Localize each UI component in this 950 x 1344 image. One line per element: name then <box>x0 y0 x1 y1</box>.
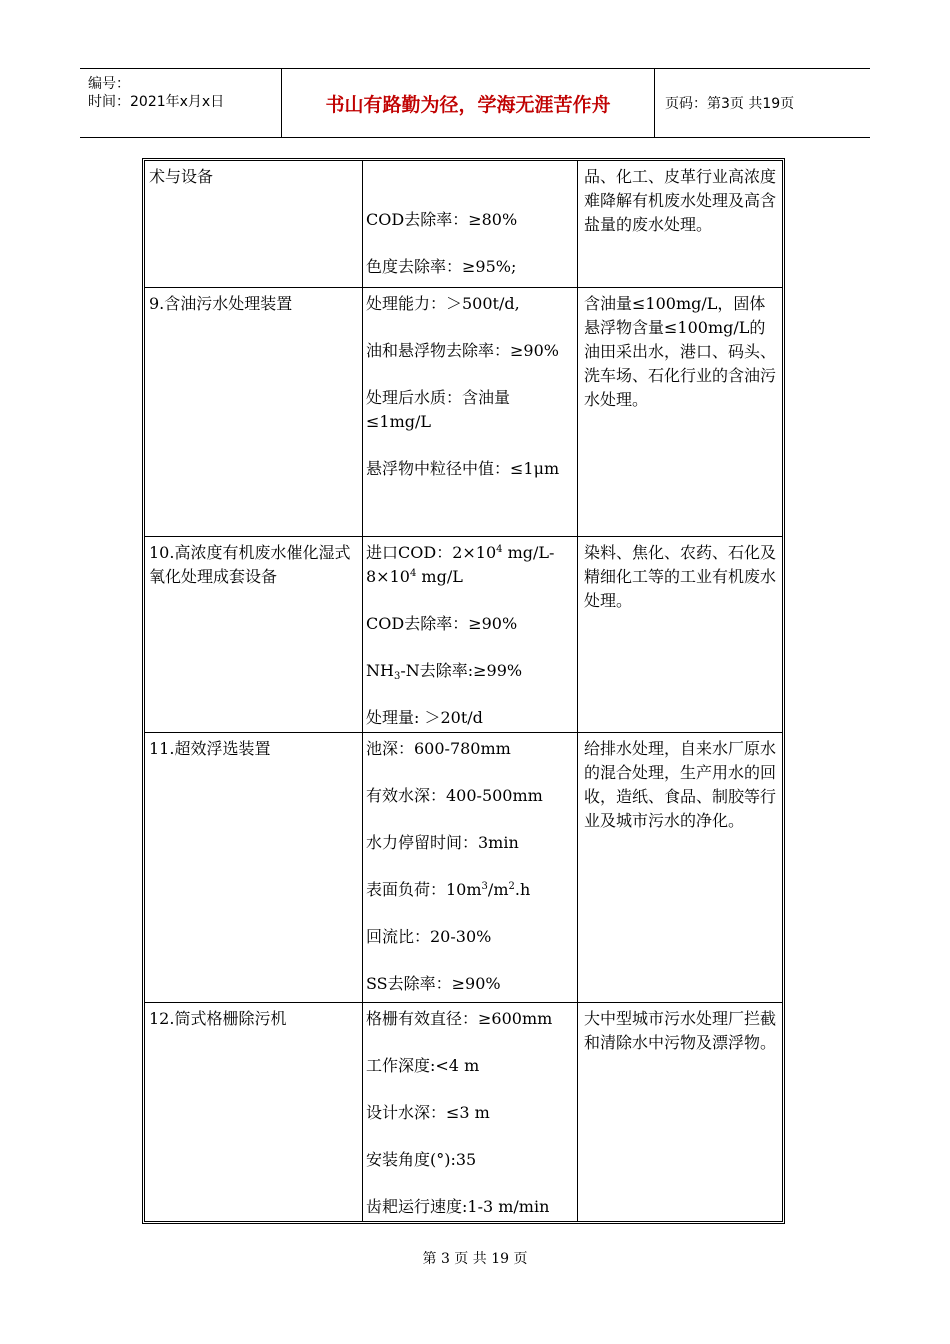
equipment-name: 9.含油污水处理装置 <box>145 288 363 536</box>
equipment-specs <box>364 1003 578 1221</box>
spec-line: 格栅有效直径：≥600mm <box>366 1009 553 1028</box>
header-motto: 书山有路勤为径，学海无涯苦作舟 <box>282 69 655 137</box>
spec-line: 处理能力：＞500t/d, <box>366 294 520 313</box>
spec-line: 有效水深：400-500mm <box>366 786 543 805</box>
number-label: 编号： <box>88 76 130 92</box>
spec-line: 水力停留时间：3min <box>366 833 519 852</box>
spec-line: 进口COD：$2\times 10^4$ $mg/L-8\times 10^4$ mg/L <box>366 543 555 586</box>
spec-line: 池深：600-780mm <box>366 739 511 758</box>
spec-line: 设计水深：≤3 m <box>366 1103 490 1122</box>
spec-line: $NH_3-N$去除率:≥99% <box>366 661 523 682</box>
equipment-application: 品、化工、皮革行业高浓度难降解有机废水处理及高含盐量的废水处理。 <box>584 167 777 234</box>
spec-line: 处理量: ＞20t/d <box>366 708 483 727</box>
spec-line: 处理后水质：含油量≤1mg/L <box>366 388 511 431</box>
table-row <box>145 733 782 1003</box>
table-row <box>145 1003 782 1221</box>
spec-line: COD去除率：≥80% <box>366 210 518 229</box>
spec-line: 色度去除率：≥95%; <box>366 257 517 276</box>
time-label: 时间：2021年x月x日 <box>88 94 225 110</box>
spec-line: 安装角度(°):35 <box>366 1150 477 1169</box>
equipment-specs <box>364 733 578 1002</box>
spec-line: 表面负荷：$10m^3/m^2.h$ <box>366 880 531 899</box>
equipment-name: 11.超效浮选装置 <box>145 733 363 1002</box>
table-row <box>145 288 782 537</box>
spec-line: 悬浮物中粒径中值：≤1μm <box>366 459 560 478</box>
spec-line: 回流比：20-30% <box>366 927 492 946</box>
equipment-name: 12.筒式格栅除污机 <box>145 1003 363 1221</box>
equipment-specs <box>364 288 578 536</box>
page-footer: 第 3 页 共 19 页 <box>422 1251 528 1267</box>
table-row <box>145 161 782 288</box>
table-row <box>145 537 782 733</box>
equipment-application: 含油量≤100mg/L，固体悬浮物含量≤100mg/L的油田采出水，港口、码头、洗车场、石化行业的含油污水处理。 <box>584 294 777 409</box>
page-header <box>80 68 870 138</box>
spec-line: 工作深度:<4 m <box>366 1056 480 1075</box>
spec-line: COD去除率：≥90% <box>366 614 518 633</box>
header-page <box>655 69 870 137</box>
spec-line: 齿耙运行速度:1-3 m/min <box>366 1197 550 1216</box>
equipment-specs <box>364 161 578 287</box>
header-meta <box>80 69 282 137</box>
equipment-application: 染料、焦化、农药、石化及精细化工等的工业有机废水处理。 <box>584 543 777 610</box>
spec-line: SS去除率：≥90% <box>366 974 501 993</box>
equipment-table <box>142 158 785 1224</box>
equipment-name: 10.高浓度有机废水催化湿式氧化处理成套设备 <box>145 537 363 732</box>
equipment-specs <box>364 537 578 732</box>
equipment-application: 给排水处理，自来水厂原水的混合处理，生产用水的回收，造纸、食品、制胶等行业及城市污水的净化。 <box>584 739 777 830</box>
spec-line: 油和悬浮物去除率：≥90% <box>366 341 559 360</box>
equipment-name: 术与设备 <box>145 161 363 287</box>
equipment-application: 大中型城市污水处理厂拦截和清除水中污物及漂浮物。 <box>584 1009 777 1052</box>
page-label: 页码：第3页 共19页 <box>665 96 795 112</box>
